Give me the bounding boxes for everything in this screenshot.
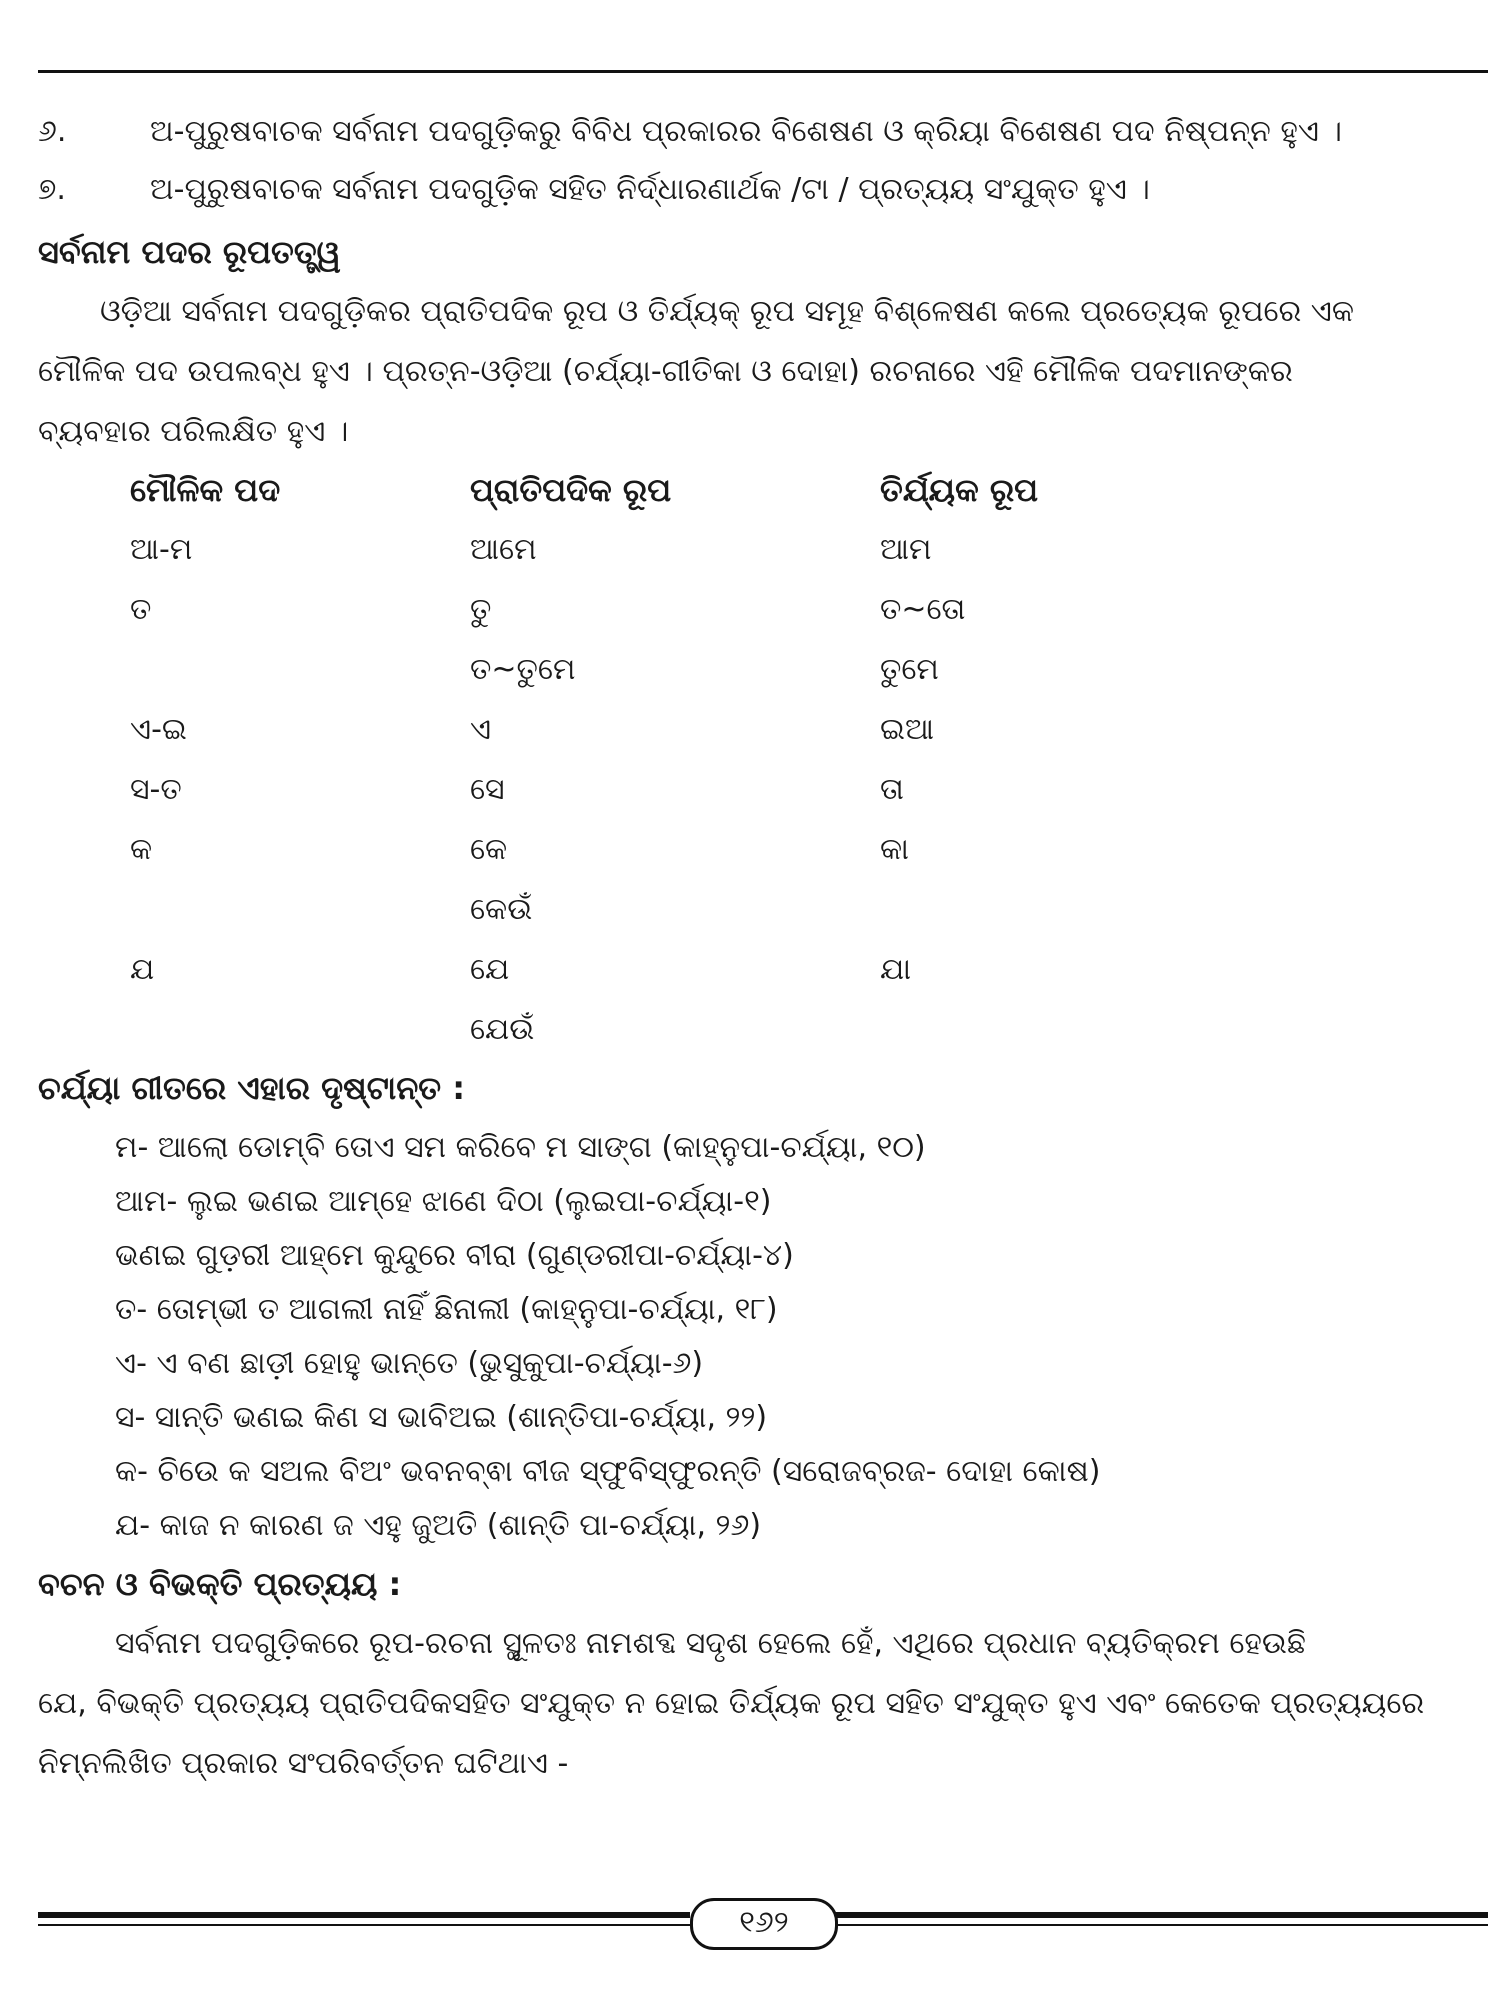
- paragraph-line: ସର୍ବନାମ ପଦଗୁଡ଼ିକରେ ରୂପ-ରଚନା ସ୍ଥୂଳତଃ ନାମଶବ୍ଦ ସଦୃଶ ହେଲେ ହେଁ, ଏଥିରେ ପ୍ରଧାନ ବ୍ୟତିକ୍ରମ ହେଉଛି: [115, 1626, 1306, 1661]
- paragraph-line: ବ୍ୟବହାର ପରିଲକ୍ଷିତ ହୁଏ ।: [38, 414, 349, 449]
- table-cell: କେ: [470, 832, 508, 867]
- section-heading: ସର୍ବନାମ ପଦର ରୂପତତ୍ତ୍ୱ: [38, 233, 341, 271]
- rule-number: ୬.: [38, 114, 67, 149]
- table-cell: କ: [130, 832, 153, 867]
- table-cell: ତ: [130, 592, 152, 627]
- table-header: ମୌଳିକ ପଦ: [130, 471, 281, 509]
- footer-rule-right: [832, 1912, 1488, 1918]
- table-cell: ଆ-ମ: [130, 532, 193, 567]
- table-header: ତିର୍ଯ୍ୟକ ରୂପ: [880, 471, 1039, 509]
- table-cell: ଯା: [880, 952, 912, 987]
- paragraph-line: ଯେ, ବିଭକ୍ତି ପ୍ରତ୍ୟୟ ପ୍ରାତିପଦିକସହିତ ସଂଯୁକ୍ତ ନ ହୋଇ ତିର୍ଯ୍ୟକ ରୂପ ସହିତ ସଂଯୁକ୍ତ ହୁଏ ଏବଂ କେତେକ ପ୍ରତ୍ୟୟରେ: [38, 1686, 1425, 1721]
- paragraph-line: ନିମ୍ନଲିଖିତ ପ୍ରକାର ସଂପରିବର୍ତ୍ତନ ଘଟିଥାଏ -: [38, 1746, 569, 1781]
- table-cell: ଏ-ଇ: [130, 712, 187, 747]
- table-cell: ତା: [880, 772, 904, 807]
- table-cell: ଯେଉଁ: [470, 1012, 535, 1047]
- page-number: ୧୬୨: [690, 1898, 838, 1950]
- rule-text: ଅ-ପୁରୁଷବାଚକ ସର୍ବନାମ ପଦଗୁଡ଼ିକରୁ ବିବିଧ ପ୍ରକାରର ବିଶେଷଣ ଓ କ୍ରିୟା ବିଶେଷଣ ପଦ ନିଷ୍ପନ୍ନ ହୁଏ ।: [150, 114, 1342, 149]
- table-header: ପ୍ରାତିପଦିକ ରୂପ: [470, 471, 672, 509]
- example-line: ମ- ଆଲୋ ଡୋମ୍ବି ତୋଏ ସମ କରିବେ ମ ସାଙ୍ଗ (କାହ୍ନୁପା-ଚର୍ଯ୍ୟା, ୧୦): [115, 1130, 926, 1165]
- table-cell: ତ~ତୁମେ: [470, 652, 576, 687]
- table-cell: ଯେ: [470, 952, 510, 987]
- paragraph-line: ମୌଳିକ ପଦ ଉପଲବ୍ଧ ହୁଏ । ପ୍ରତ୍ନ-ଓଡ଼ିଆ (ଚର୍ଯ୍ୟା-ଗୀତିକା ଓ ଦୋହା) ରଚନାରେ ଏହି ମୌଳିକ ପଦମାନଙ୍କର: [38, 354, 1293, 389]
- footer-rule-right-thin: [832, 1924, 1488, 1926]
- table-cell: ଆମେ: [470, 532, 537, 567]
- example-line: କ- ଚିଉେ କ ସଅଲ ବିଅଂ ଭବନବ୍ଵା ବୀଜ ସ୍ଫୁବିସ୍ଫୁରନ୍ତି (ସରୋଜବ୍ରଜ- ଦୋହା କୋଷ): [115, 1454, 1101, 1489]
- rule-text: ଅ-ପୁରୁଷବାଚକ ସର୍ବନାମ ପଦଗୁଡ଼ିକ ସହିତ ନିର୍ଦ୍ଧାରଣାର୍ଥକ /ଟା / ପ୍ରତ୍ୟୟ ସଂଯୁକ୍ତ ହୁଏ ।: [150, 172, 1150, 207]
- table-cell: ସ-ତ: [130, 772, 182, 807]
- table-cell: ସେ: [470, 772, 505, 807]
- table-cell: ତୁ: [470, 592, 492, 627]
- table-cell: ଏ: [470, 712, 492, 747]
- rule-number: ୭.: [38, 172, 66, 207]
- section-heading: ବଚନ ଓ ବିଭକ୍ତି ପ୍ରତ୍ୟୟ :: [38, 1565, 402, 1603]
- table-cell: କା: [880, 832, 910, 867]
- example-line: ତ- ତୋମ୍ଭୀ ତ ଆଗଲୀ ନାହିଁ ଛିନାଲୀ (କାହ୍ନୁପା-ଚର୍ଯ୍ୟା, ୧୮): [115, 1292, 778, 1327]
- top-rule: [38, 70, 1488, 73]
- footer-rule-left-thin: [38, 1924, 690, 1926]
- table-cell: ତ~ତୋ: [880, 592, 966, 627]
- example-line: ଏ- ଏ ବଣ ଛାଡ଼ୀ ହୋହୁ ଭାନ୍ତେ (ଭୁସୁକୁପା-ଚର୍ଯ୍ୟା-୬): [115, 1346, 704, 1381]
- example-line: ଆମ- ଲୁଇ ଭଣଇ ଆମ୍ହେ ଝାଣେ ଦିଠା (ଲୁଇପା-ଚର୍ଯ୍ୟା-୧): [115, 1184, 772, 1219]
- section-heading: ଚର୍ଯ୍ୟା ଗୀତରେ ଏହାର ଦୃଷ୍ଟାନ୍ତ :: [38, 1069, 465, 1107]
- example-line: ଯ- କାଜ ନ କାରଣ ଜ ଏହୁ ଜୁଅତି (ଶାନ୍ତି ପା-ଚର୍ଯ୍ୟା, ୨୬): [115, 1508, 762, 1543]
- paragraph-line: ଓଡ଼ିଆ ସର୍ବନାମ ପଦଗୁଡ଼ିକର ପ୍ରାତିପଦିକ ରୂପ ଓ ତିର୍ଯ୍ୟକ୍ ରୂପ ସମୂହ ବିଶ୍ଳେଷଣ କଲେ ପ୍ରତ୍ୟେକ ରୂପରେ ଏକ: [100, 294, 1355, 329]
- table-cell: ଆମ: [880, 532, 932, 567]
- table-cell: କେଉଁ: [470, 892, 533, 927]
- table-cell: ଯ: [130, 952, 155, 987]
- example-line: ସ- ସାନ୍ତି ଭଣଇ କିଣ ସ ଭାବିଅଇ (ଶାନ୍ତିପା-ଚର୍ଯ୍ୟା, ୨୨): [115, 1400, 768, 1435]
- footer-rule-left: [38, 1912, 690, 1918]
- table-cell: ତୁମେ: [880, 652, 939, 687]
- table-cell: ଇଆ: [880, 712, 934, 747]
- example-line: ଭଣଇ ଗୁଡ଼ରୀ ଆହ୍ମେ କୁନ୍ଦୁରେ ବୀରା (ଗୁଣ୍ଡରୀପା-ଚର୍ଯ୍ୟା-୪): [115, 1238, 794, 1273]
